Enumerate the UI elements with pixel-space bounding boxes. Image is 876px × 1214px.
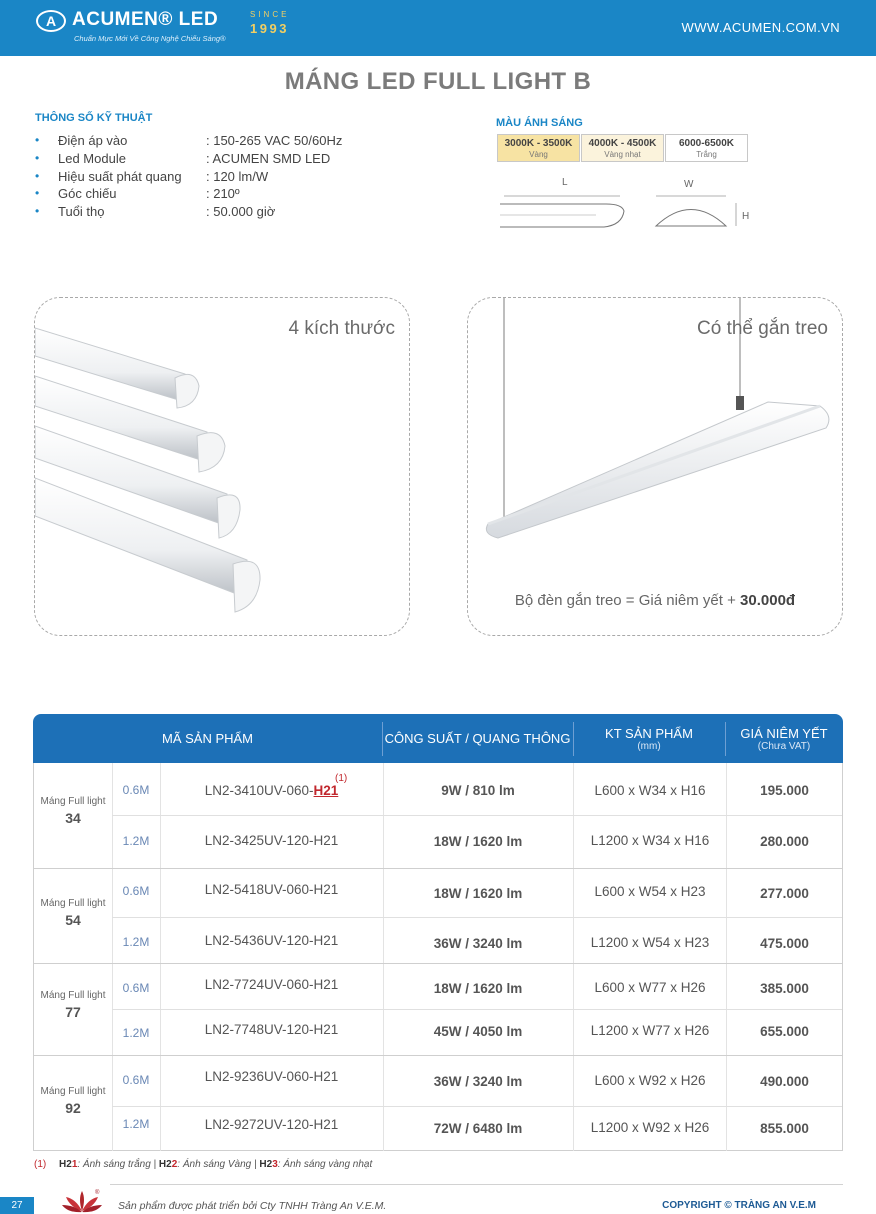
developer-credit: Sản phẩm được phát triển bởi Cty TNHH Tràng An V.E.M.: [118, 1200, 387, 1212]
brand-name: ACUMEN® LED: [72, 9, 219, 30]
width-label: W: [684, 179, 694, 190]
dimension-diagram: [496, 175, 756, 235]
group-77: Máng Full light 77: [40, 990, 106, 1020]
svg-text:®: ®: [95, 1190, 100, 1196]
since-label: SINCE: [250, 10, 290, 19]
page-title: MÁNG LED FULL LIGHT B: [284, 68, 592, 95]
four-sizes-panel: [34, 297, 410, 636]
footnote-marker: (1): [335, 773, 348, 784]
group-34: Máng Full light 34: [40, 796, 106, 826]
four-sizes-caption: 4 kích thước: [288, 318, 395, 339]
bullet-icon: •: [35, 150, 40, 165]
spec-heading: THÔNG SỐ KỸ THUẬT: [35, 112, 153, 124]
header-power: CÔNG SUẤT / QUANG THÔNG: [384, 731, 571, 746]
brand-tagline: Chuẩn Mực Mới Về Công Nghệ Chiếu Sáng®: [74, 34, 226, 43]
color-code-highlight: H21: [313, 783, 339, 798]
hanging-surcharge: 30.000đ: [740, 592, 796, 609]
group-92: Máng Full light 92: [40, 1086, 106, 1116]
fixture-highlight: [488, 406, 820, 524]
color-swatch-neutral: 4000K - 4500K Vàng nhạt: [581, 134, 664, 162]
bullet-icon: •: [35, 133, 40, 147]
color-swatch-cool: 6000-6500K Trắng: [665, 134, 748, 162]
hanging-fixture-illustration: [468, 298, 843, 636]
header-code: MÃ SẢN PHẨM: [161, 731, 253, 746]
copyright-text: COPYRIGHT © TRÀNG AN V.E.M: [662, 1200, 816, 1211]
end-profile-shape: [656, 210, 726, 227]
trang-an-lotus-logo-icon: [60, 1187, 104, 1214]
light-color-heading: MÀU ÁNH SÁNG: [496, 117, 583, 129]
color-swatch-warm: 3000K - 3500K Vàng: [497, 134, 580, 162]
price-table-header: [33, 714, 843, 763]
group-54: Máng Full light 54: [40, 898, 106, 928]
color-code-footnote: (1) H21: Ánh sáng trắng | H22: Ánh sáng Vàng | H23: Ánh sáng vàng nhạt: [34, 1159, 373, 1170]
footer-divider: [110, 1184, 843, 1185]
bullet-icon: •: [35, 186, 40, 201]
bullet-icon: •: [35, 204, 40, 219]
header-price: GIÁ NIÊM YẾT (Chưa VAT): [740, 725, 828, 752]
hanging-caption: Có thể gắn treo: [697, 318, 828, 339]
header-size: KT SẢN PHẨM (mm): [605, 725, 693, 752]
hanging-panel: [467, 297, 843, 636]
hanging-clip: [736, 396, 744, 410]
acumen-logo-icon: A: [36, 10, 66, 32]
bullet-icon: •: [35, 168, 40, 183]
price-table-body: Máng Full light 34 0.6M (1) LN2-3410UV-060-H21 9W / 810 lm L600 x W34 x H16 195.000 1.2M LN2-3425UV-120-H21 18W / 1620 lm L1200 x W34 x H16 280.000 Máng Full light 54 0.6M LN2-5418UV-060-H21 18W / 1620 lm L600 x W54 x H23 277.000 1.2M LN2-5436UV-120-H21 36W / 3240 lm L1200 x W54 x H23 475.000 Máng Full light 77 0.6M LN2-7724UV-060-H21 18W / 1620 lm L600 x W77 x H26 385.000 1.2M LN2-7748UV-120-H21 45W / 4050 lm L1200 x W77 x H26 655.000 Máng Full light 92 0.6M LN2-9236UV-060-H21 36W / 3240 lm L600 x W92 x H26 490.000 1.2M LN2-9272UV-120-H21 72W / 6480 lm L1200 x W92 x H26 855.000: [33, 763, 843, 1151]
since-year: 1993: [250, 21, 289, 36]
website-link[interactable]: WWW.ACUMEN.COM.VN: [681, 20, 840, 35]
length-label: L: [562, 177, 568, 188]
hanging-price-note: Bộ đèn gắn treo = Giá niêm yết + 30.000đ: [514, 592, 796, 609]
height-label: H: [742, 211, 750, 222]
side-profile-shape: [500, 204, 624, 227]
page-number: 27: [0, 1197, 34, 1214]
header-bar: [0, 0, 876, 56]
four-tubes-illustration: [35, 298, 410, 636]
light-color-swatches: [497, 134, 749, 162]
